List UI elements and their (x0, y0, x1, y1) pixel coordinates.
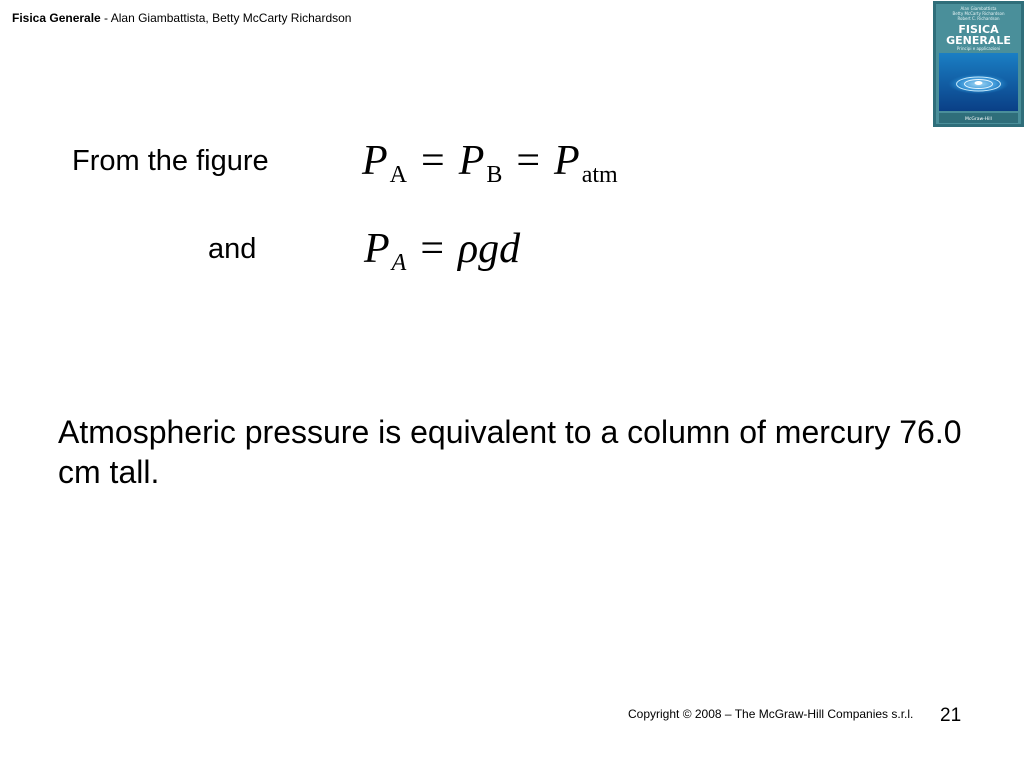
and-label: and (208, 233, 257, 265)
from-the-figure-label: From the figure (72, 145, 269, 177)
copyright-notice: Copyright © 2008 – The McGraw-Hill Companies s.r.l. (628, 707, 914, 721)
cover-authors-line2: Betty McCarty Richardson (952, 11, 1005, 16)
slide-number: 21 (940, 705, 962, 726)
cover-subtitle: Principi e applicazioni (956, 46, 1001, 51)
book-cover-image (933, 1, 1024, 127)
atmospheric-pressure-statement: Atmospheric pressure is equivalent to a column of mercury 76.0 cm tall. (58, 414, 962, 490)
eq1-sub1: A (389, 162, 407, 188)
eq2-sub1: A (391, 250, 407, 276)
eq1-sub3: atm (581, 162, 618, 188)
eq2-rhs: ρgd (458, 226, 521, 272)
cover-authors-line3: Robert C. Richardson (957, 16, 1000, 21)
eq1-op1: = (421, 138, 445, 184)
book-authors: - Alan Giambattista, Betty McCarty Richardson (100, 11, 352, 25)
eq1-sub2: B (486, 162, 503, 188)
cover-title-line1: FISICA (958, 23, 999, 36)
equation-pressure-equality (362, 138, 618, 188)
cover-publisher: McGraw-Hill (965, 117, 992, 122)
eq2-op: = (420, 226, 445, 272)
equation-hydrostatic-pressure (364, 226, 521, 276)
cover-title-line2: GENERALE (946, 34, 1011, 47)
eq1-var2: P (458, 138, 485, 184)
cover-authors-line1: Alan Giambattista (960, 6, 997, 11)
slide-header (12, 12, 351, 24)
eq2-var1: P (364, 226, 390, 272)
eq1-var1: P (362, 138, 388, 184)
eq1-op2: = (516, 138, 541, 184)
eq1-var3: P (554, 138, 580, 184)
book-title: Fisica Generale (12, 11, 101, 25)
